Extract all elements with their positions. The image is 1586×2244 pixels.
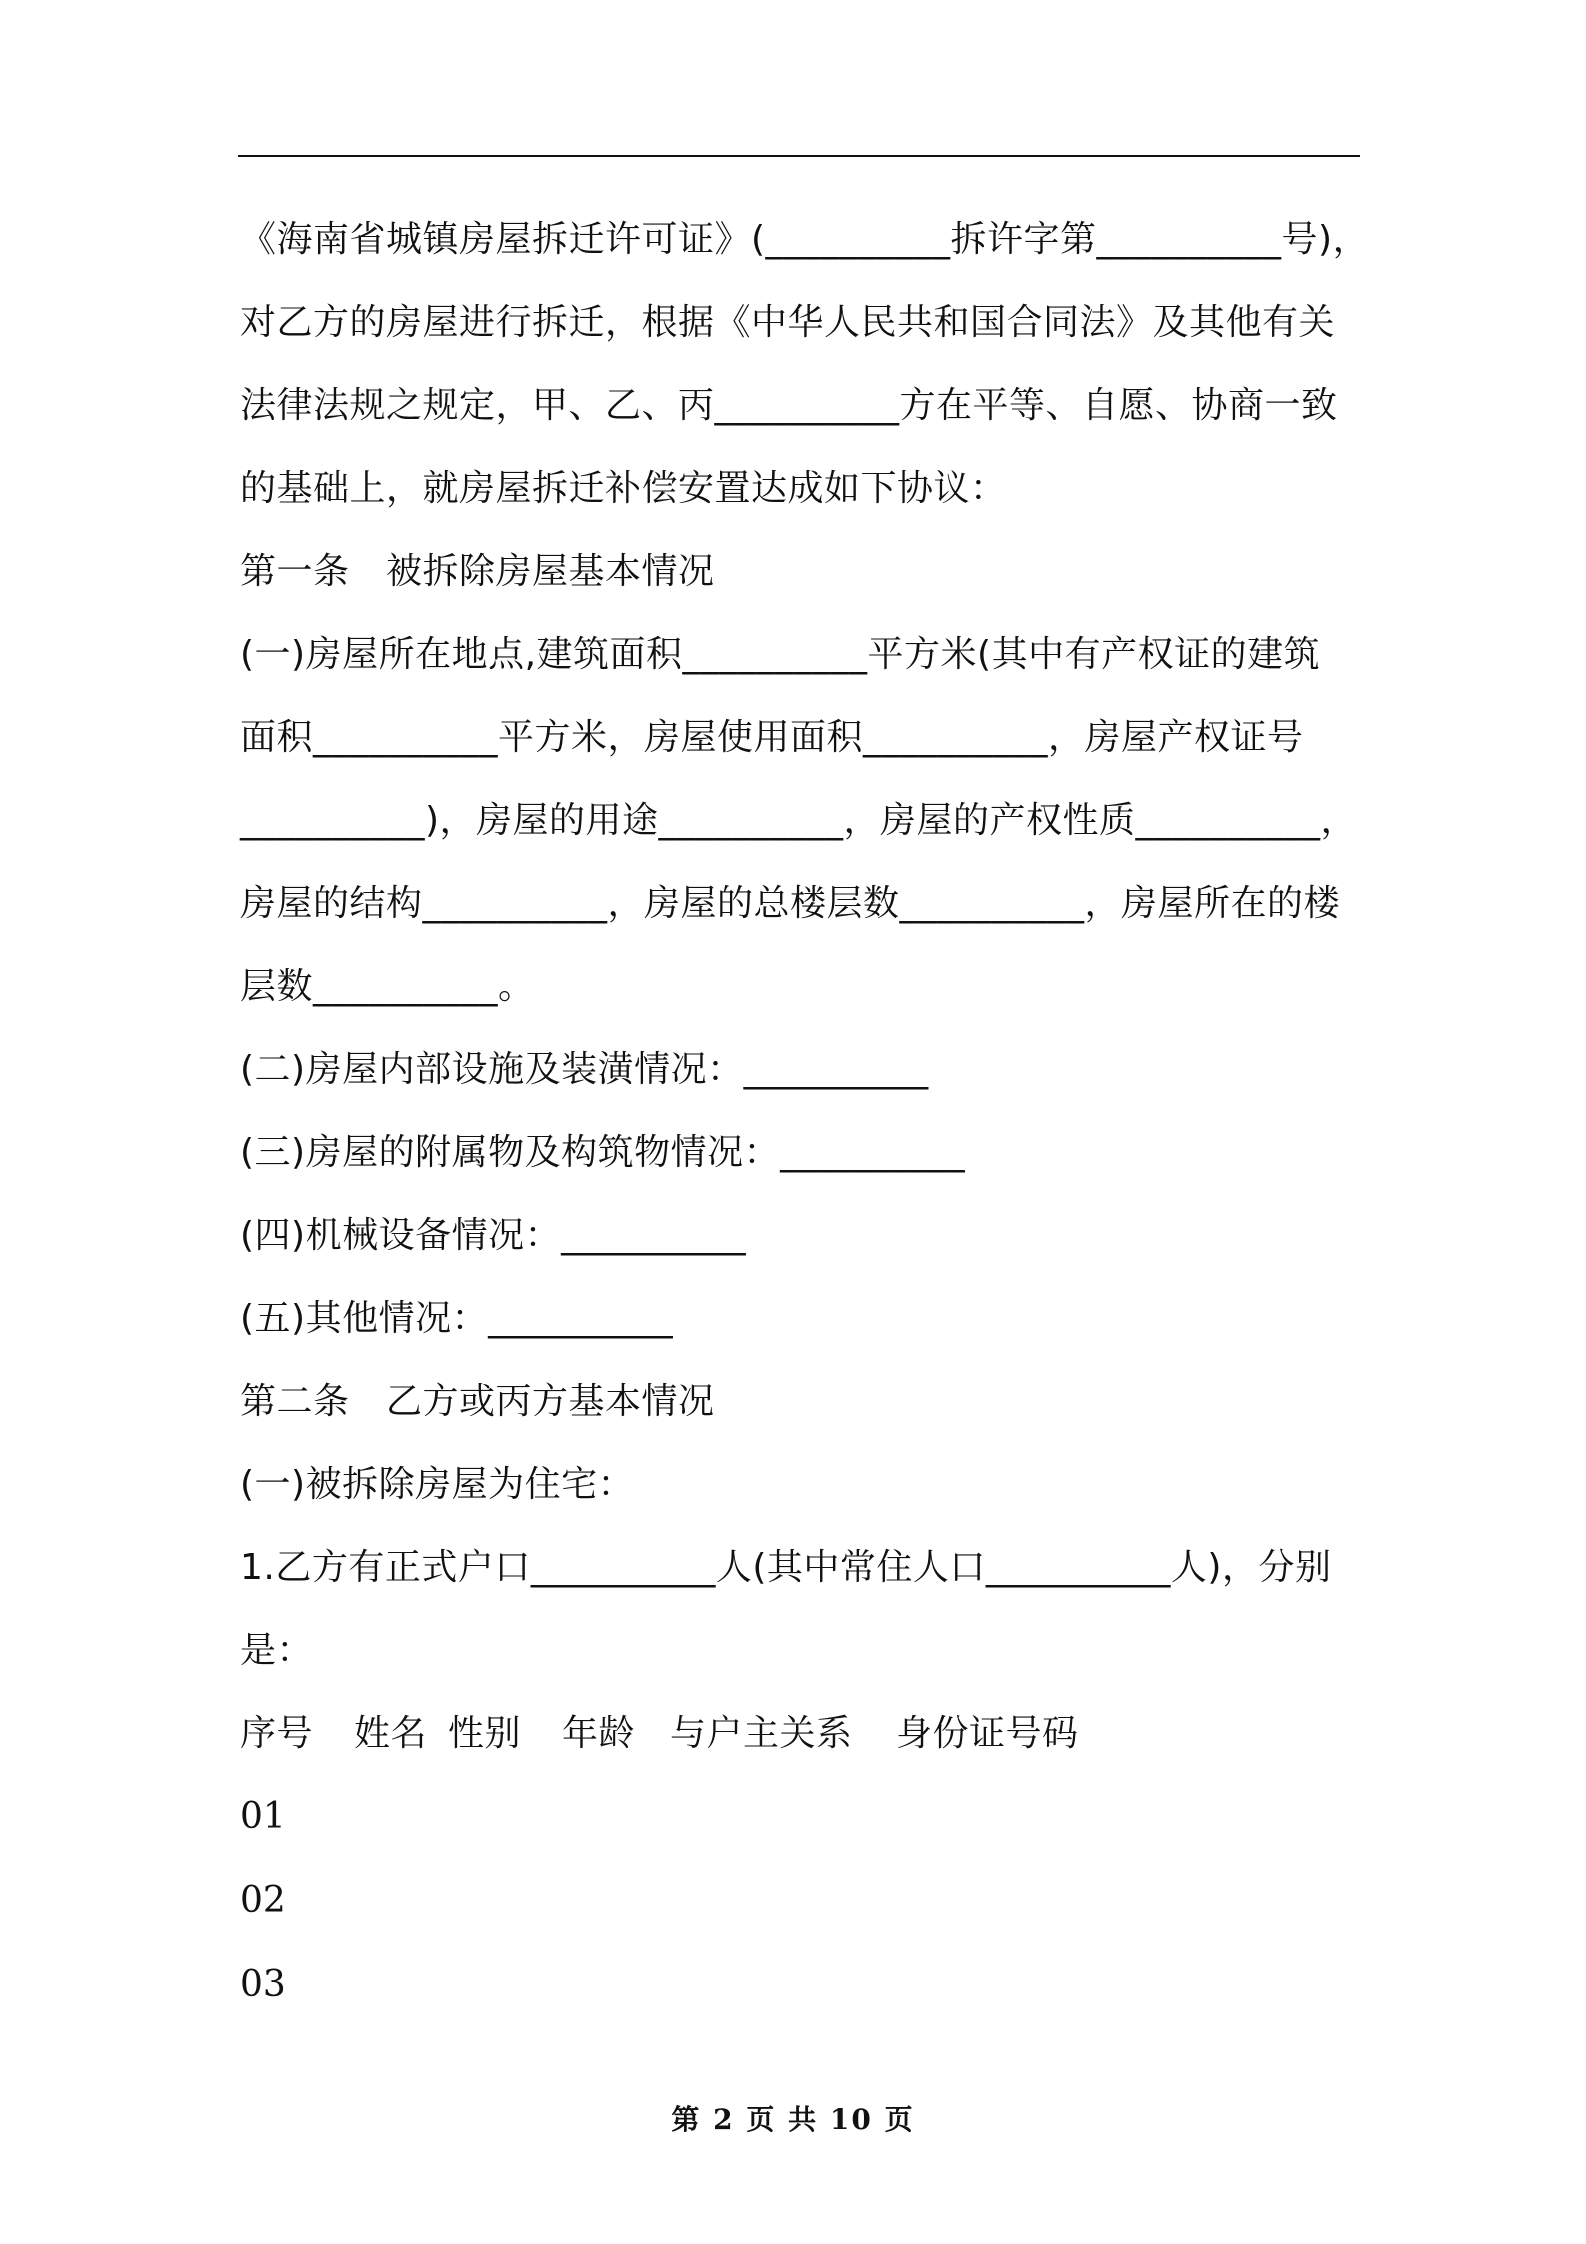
paragraph-line: (一)被拆除房屋为住宅： bbox=[240, 1464, 635, 1505]
paragraph-line: 的基础上，就房屋拆迁补偿安置达成如下协议： bbox=[240, 468, 1007, 509]
paragraph-line: (三)房屋的附属物及构筑物情况：__________ bbox=[240, 1132, 966, 1173]
paragraph-line: (四)机械设备情况：__________ bbox=[240, 1215, 747, 1256]
paragraph-line: 法律法规之规定，甲、乙、丙__________方在平等、自愿、协商一致 bbox=[240, 385, 1338, 426]
section-heading-2: 第二条 乙方或丙方基本情况 bbox=[240, 1381, 715, 1422]
document-body bbox=[240, 198, 1390, 2027]
col-header-relation: 与户主关系 bbox=[670, 1713, 853, 1754]
paragraph-line: 是： bbox=[240, 1630, 314, 1671]
paragraph-line: (一)房屋所在地点,建筑面积__________平方米(其中有产权证的建筑 bbox=[240, 634, 1321, 675]
col-header-age: 年龄 bbox=[562, 1713, 636, 1754]
paragraph-line: 1.乙方有正式户口__________人(其中常住人口__________人)，分别 bbox=[240, 1547, 1332, 1588]
table-row: 03 bbox=[240, 1964, 286, 2005]
paragraph-line: 层数__________。 bbox=[240, 966, 535, 1007]
paragraph-line: 面积__________平方米，房屋使用面积__________，房屋产权证号 bbox=[240, 717, 1304, 758]
table-header bbox=[240, 1692, 1390, 1775]
col-header-index: 序号 bbox=[240, 1713, 314, 1754]
paragraph-line: __________)，房屋的用途__________，房屋的产权性质__________， bbox=[240, 800, 1358, 841]
paragraph-line: 《海南省城镇房屋拆迁许可证》(__________拆许字第__________号)， bbox=[240, 219, 1370, 260]
header-rule bbox=[238, 155, 1360, 157]
paragraph-line: (五)其他情况：__________ bbox=[240, 1298, 674, 1339]
table-row: 02 bbox=[240, 1880, 286, 1921]
col-header-id-number: 身份证号码 bbox=[896, 1713, 1079, 1754]
page-number: 第 2 页 共 10 页 bbox=[671, 2103, 915, 2136]
section-heading-1: 第一条 被拆除房屋基本情况 bbox=[240, 551, 715, 592]
col-header-name: 姓名 bbox=[354, 1713, 428, 1754]
paragraph-line: 对乙方的房屋进行拆迁，根据《中华人民共和国合同法》及其他有关 bbox=[240, 302, 1336, 343]
paragraph-line: 房屋的结构__________，房屋的总楼层数__________，房屋所在的楼 bbox=[240, 883, 1341, 924]
table-row: 01 bbox=[240, 1796, 286, 1837]
col-header-gender: 性别 bbox=[448, 1713, 522, 1754]
paragraph-line: (二)房屋内部设施及装潢情况：__________ bbox=[240, 1049, 929, 1090]
